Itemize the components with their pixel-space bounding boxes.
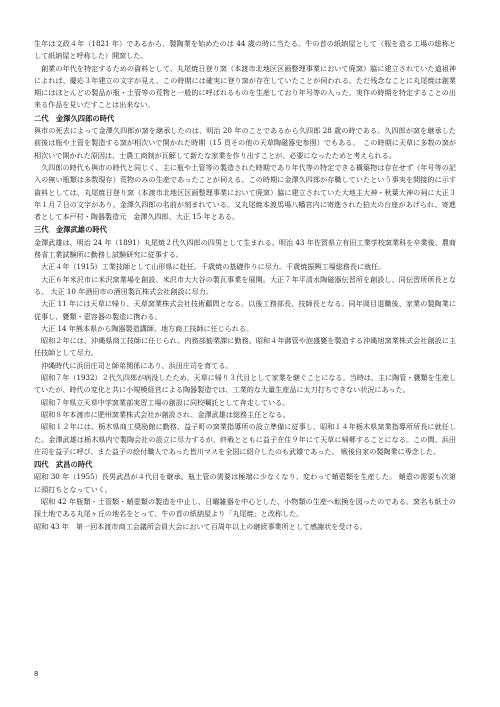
body-paragraph: 生年は文政４年（1821 年）であるから、製陶業を始めたのは 44 歳の時に当たる。牛の首の紙納屋として（瓶を造る工場の総称として紙納屋と呼称した）開窯した。 <box>34 39 456 61</box>
body-paragraph: 久四郎の時代も與市の時代と同じく、主に瓶や土管等の製造された時期であり年代等の特定できる構築物は存在せず（年号等の記入の無い瓶類は多数現存）荒物のみの生産であったことが伺える。この時期に金澤久四郎が存職していたという事実を間接的に示す資料としては、丸尾焼日登り窯（本渡市北地区区画整理事業において廃窯）脇に建立されていた大地主大神・秋葉大神の祠に大正３年１月７日の文字があり、金澤久四郎の名前が刻まれている。又丸尾焼本渡馬場八幡宮内に寄進された狛犬の台座があげられ、寄進者として本戸村・陶器製造元 金澤久四郎、大正 15 年とある。 <box>34 162 456 222</box>
body-paragraph: 大正４年（1915）工業技師として山形県に赴任。千歳焼の基礎作りに尽力。千歳焼振興工場総務長に就任。 <box>41 262 386 272</box>
body-paragraph: 昭和７年県立天草中学窯業部実習工場の創設に同校嘱託として奔走している。 <box>41 397 290 407</box>
body-paragraph: 昭和 43 年 第一回本渡市商工会議所会員大会において百周年以上の継続事業所として感謝状を受ける。 <box>34 521 367 531</box>
section-heading: 三代 金澤武雄の時代 <box>34 225 107 235</box>
body-paragraph: 昭和８年本渡市に肥州窯業株式会社が創設され、金澤武雄は総務主任となる。 <box>41 409 290 419</box>
section-heading: 四代 武昌の時代 <box>34 460 93 470</box>
body-paragraph: 昭和７年（1932）２代久四郎が病没したため、天草に帰り３代目として家業を継ぐことになる。当時は、主に陶管・甕類を生産していたが、時代の変化と共に小規模経営による陶器製造では、工業的な大量生産品に太刀打ちできない状況にあった。 <box>34 373 457 395</box>
body-paragraph: 大正 11 年には天草に帰り、天草窯業株式会社技術顧問となる。以後工務部長、技師長となる。同年岡目退職後、家業の製陶業に従事し、甕類・壺容器の製造に携わる。 <box>34 299 456 321</box>
body-paragraph: 大正 14 年熊本県から陶器製造講師、地方商工技師に任じられる。 <box>41 323 254 333</box>
body-paragraph: 大正６年米沢市に米沢窯業場を創設、米沢市大大谷の製瓦事業を展開。大正７年平清水陶磁器伝習所を創設し、同伝習所所長となる。 大正 10 年酒田市の酒田製瓦株式会社創設に尽力。 <box>34 274 456 296</box>
body-paragraph: 創業の年代を特定するための資料として、丸尾焼日登り窯（本渡市北地区区画整理事業において廃窯）脇に建立されていた道祖神によれば、慶応３年建立の文字が見え、この時期には確実に登り窯が存在していたことが伺われる。ただ残念なことに丸尾焼は創業期にはほとんどの製品が瓶・土管等の荒物と一般的に呼ばれるものを生産しており年号等の入った、実作の時期を特定することの出来る作品を見いだすことは出来ない。 <box>34 63 456 110</box>
page-number: 8 <box>34 670 39 678</box>
section-heading: 二代 金澤久四郎の時代 <box>34 113 115 123</box>
body-paragraph: 與市の死去によって金澤久四郎が窯を継承したのは、明治 20 年のことであるから久四郎 28 歳の時である。久四郎が窯を継承した前後は瓶や土管を製造する窯が相次いで開かれた時期（15 頁その他の天草陶磁器史参照）でもある。 この時期に天草に多数の窯が相次いで開かれた原因は、士農工商制が瓦解して新たな家業を作り出すことが、必要になったためと考えられる。 <box>34 126 456 160</box>
body-paragraph: 昭和 30 年（1955）長男武昌が４代目を継承。瓶土管の需要は極端に少なくなり、変わって蛸壺類を生産した。 蛸壺の需要も次第に頭打ちとなっていく。 <box>34 472 456 494</box>
document-body <box>34 38 456 533</box>
body-paragraph: 昭和２年には、沖縄県商工技師に任じられ、内務部勧業課に勤務。昭和４年御管や泡盛甕を製造する沖縄旭窯業株式会社創設に主任技師として尽力。 <box>34 336 456 358</box>
body-paragraph: 沖縄時代に浜田庄司と師弟関係にあり、浜田庄司を育てる。 <box>41 360 233 370</box>
body-paragraph: 金澤武雄は、明治 24 年（1891）丸尾焼２代久四郎の四男として生まれる。明治 43 年佐賀県立有田工業学校窯業科を卒業後、農商務省工業試験所に勤務し試験研究に従事する。 <box>34 237 456 260</box>
body-paragraph: 昭和 42 年瓶類・土管類・蛸壺類の製造を中止し、日曜雑器を中心とした、小物類の生産へ転換を図ったのである。窯名も紙土の採土地である丸尾ヶ丘の地名をとって、牛の首の紙納屋より「丸尾焼」と改称した。 <box>34 496 456 519</box>
body-paragraph: 昭和１２年には、栃木県商工奨励館に勤務、益子町の窯業指導所の設立準備に従事し、昭和１４年栃木県窯業指導所所長に就任した。金澤武雄は栃木県内で製陶会社の設立に尽力するが、終戦とともに益子在住９年にて天草に帰郷することになる。この間、浜田庄司を益子に呼び、また益子の絵付職人であった皆川マスを全国に紹介したのも武雄であった。 戦後自家の製陶業に専念した。 <box>34 422 456 456</box>
